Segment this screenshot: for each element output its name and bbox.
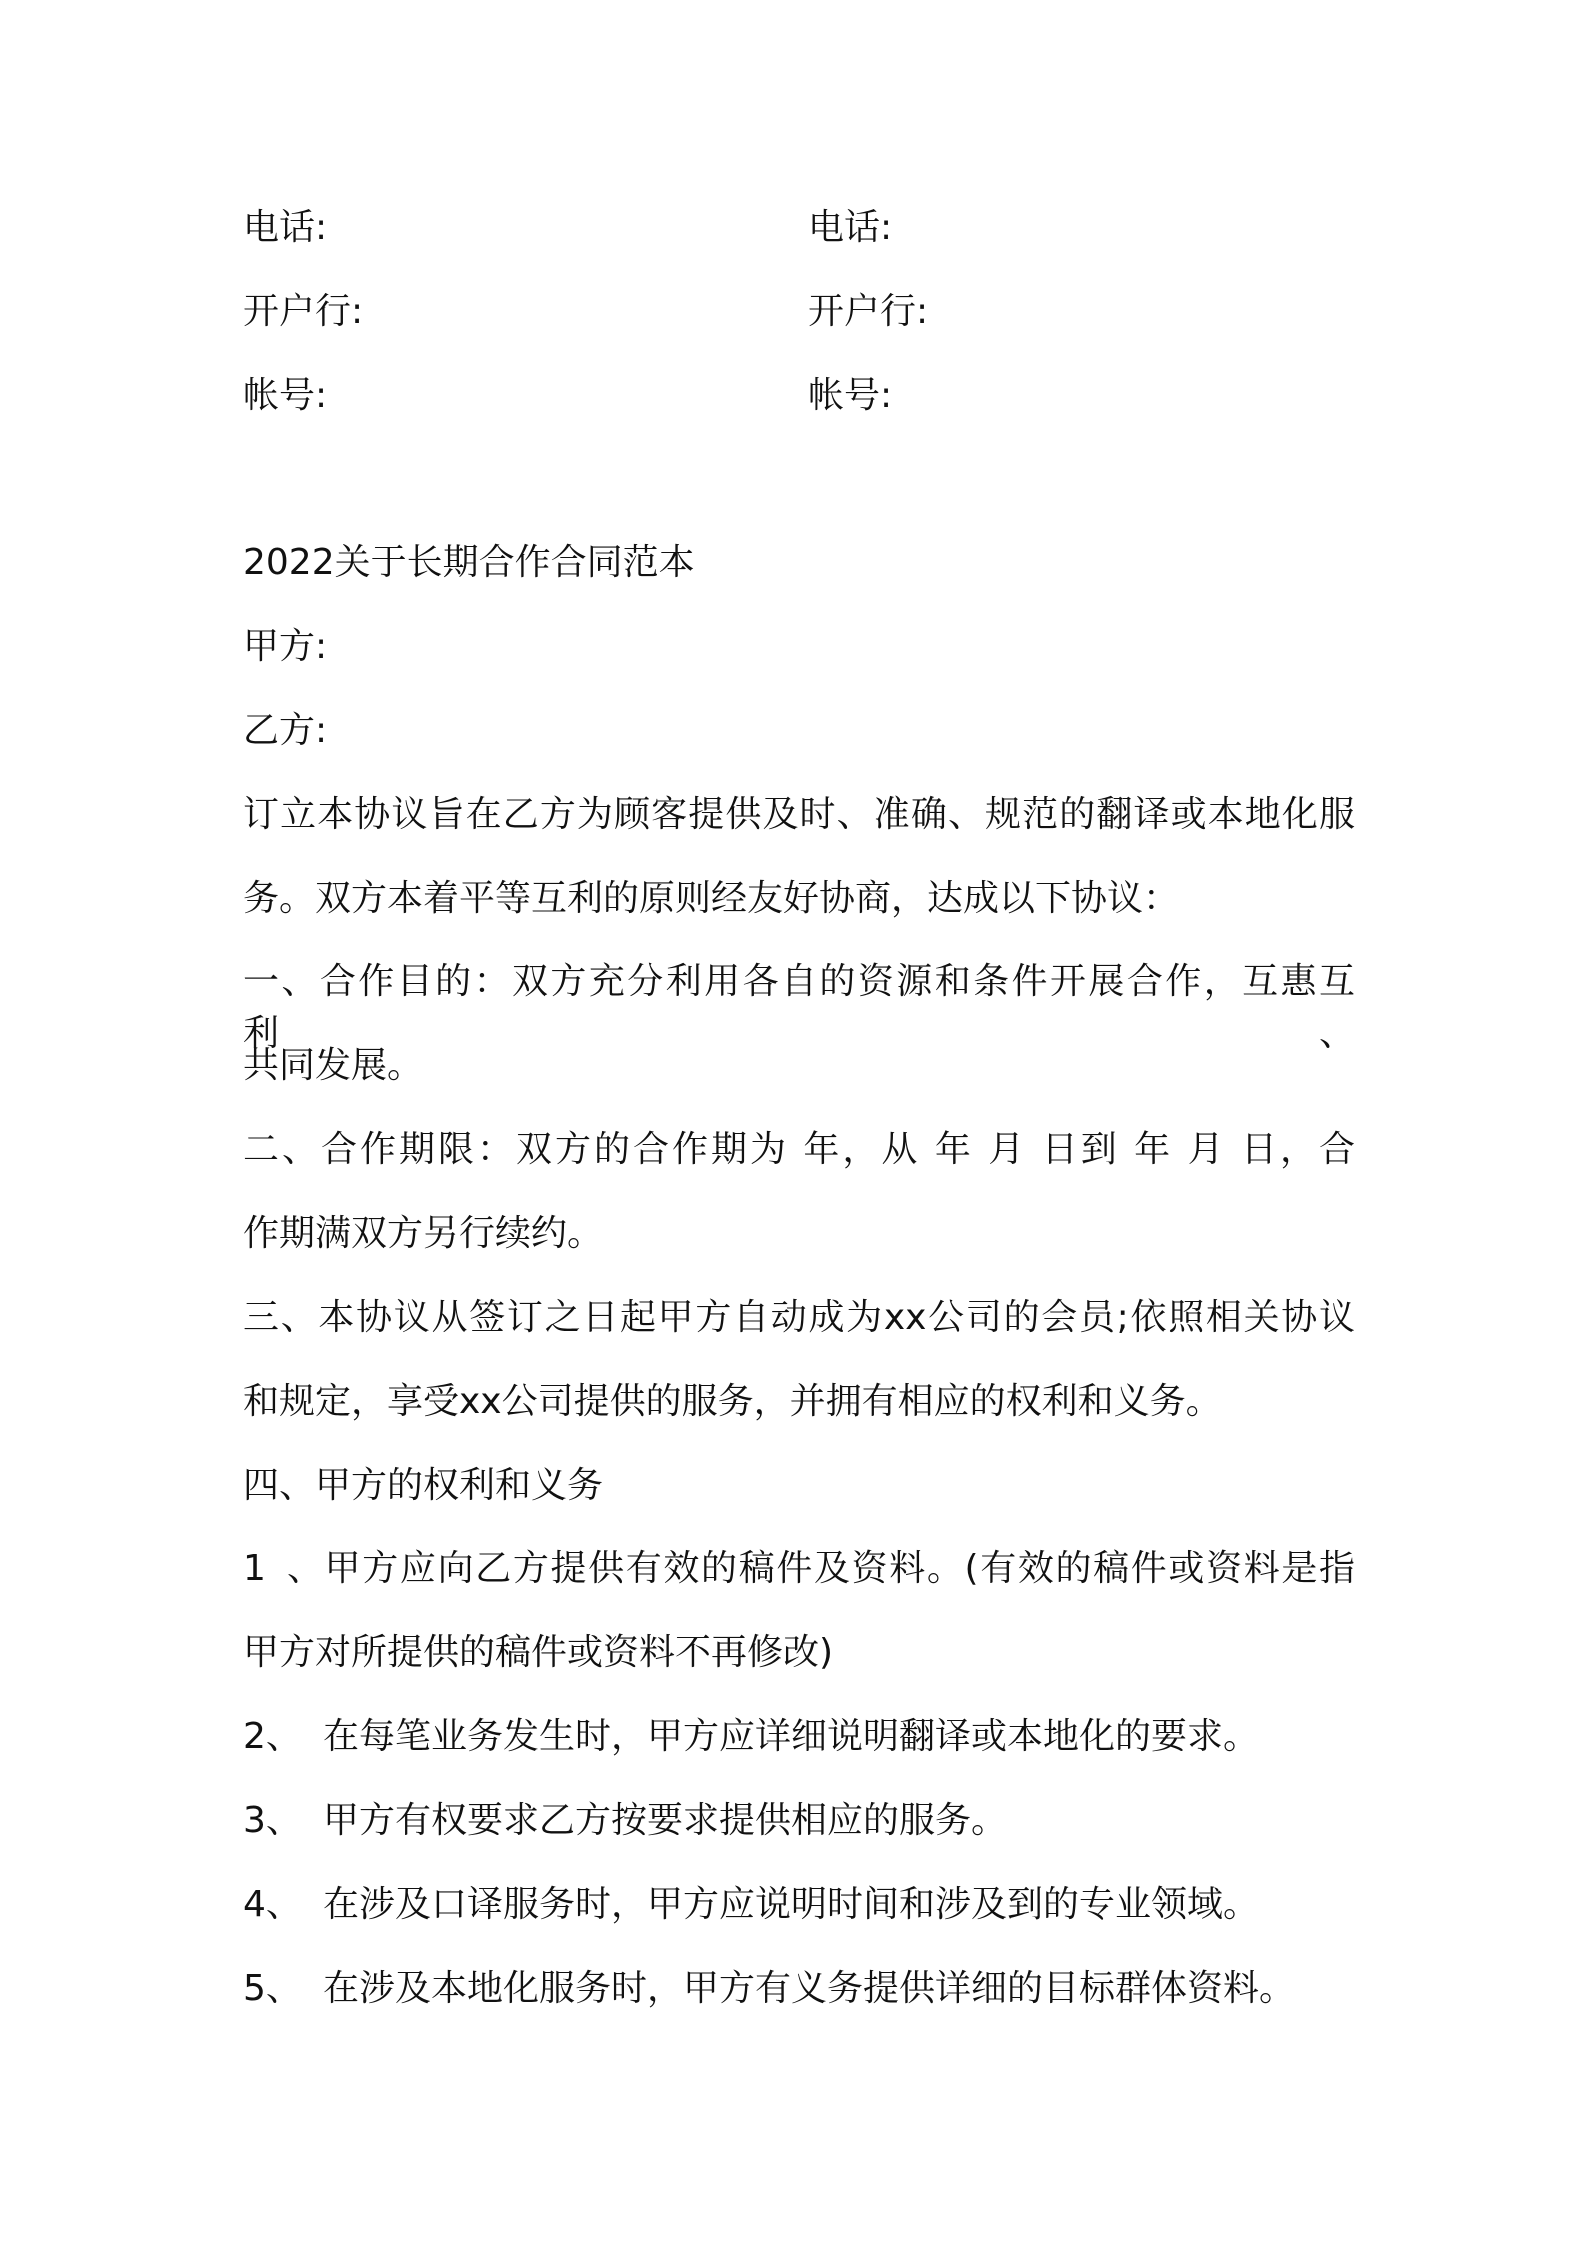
- list-item-text: 甲方有权要求乙方按要求提供相应的服务。: [323, 1800, 1008, 1841]
- clause-3-line-2: 和规定，享受xx公司提供的服务，并拥有相应的权利和义务。: [243, 1381, 1222, 1422]
- list-item: [243, 1963, 1295, 2015]
- party-b-label: 乙方:: [243, 710, 328, 751]
- clause-1-line-2: 共同发展。: [243, 1045, 424, 1086]
- list-item-number: 4、: [243, 1884, 302, 1925]
- list-item: [243, 1879, 1259, 1931]
- clause-3-line-1: 三、本协议从签订之日起甲方自动成为xx公司的会员;依照相关协议: [243, 1297, 1355, 1338]
- list-item-text: 在涉及本地化服务时，甲方有义务提供详细的目标群体资料。: [323, 1968, 1296, 2009]
- party-b-phone-label: 电话:: [808, 207, 893, 248]
- clause-1-line-1: 一、合作目的：双方充分利用各自的资源和条件开展合作，互惠互利、: [243, 961, 1355, 1054]
- clause-2-line-2: 作期满双方另行续约。: [243, 1213, 604, 1254]
- list-item-text: 在涉及口译服务时，甲方应说明时间和涉及到的专业领域。: [323, 1884, 1260, 1925]
- clause-2-line-1: 二、合作期限：双方的合作期为 年，从 年 月 日到 年 月 日，合: [243, 1129, 1355, 1170]
- list-item-continuation: 甲方对所提供的稿件或资料不再修改): [243, 1632, 834, 1673]
- list-item-number: 5、: [243, 1968, 302, 2009]
- intro-line-1: 订立本协议旨在乙方为顾客提供及时、准确、规范的翻译或本地化服: [243, 794, 1355, 835]
- list-item-number: 2、: [243, 1716, 302, 1757]
- list-item-number: 3、: [243, 1800, 302, 1841]
- party-a-bank-label: 开户行:: [243, 291, 364, 332]
- list-item: [243, 1543, 1355, 1595]
- list-item-text: 在每笔业务发生时，甲方应详细说明翻译或本地化的要求。: [323, 1716, 1260, 1757]
- clause-4-heading: 四、甲方的权利和义务: [243, 1465, 604, 1506]
- party-a-account-label: 帐号:: [243, 375, 328, 416]
- contract-title: 2022关于长期合作合同范本: [243, 542, 695, 583]
- intro-line-2: 务。双方本着平等互利的原则经友好协商，达成以下协议：: [243, 878, 1180, 919]
- party-b-account-label: 帐号:: [808, 375, 893, 416]
- list-item-number: 1、: [243, 1548, 323, 1589]
- list-item: [243, 1711, 1259, 1763]
- party-a-label: 甲方:: [243, 626, 328, 667]
- party-a-phone-label: 电话:: [243, 207, 328, 248]
- list-item: [243, 1795, 1007, 1847]
- list-item-text: 甲方应向乙方提供有效的稿件及资料。(有效的稿件或资料是指: [323, 1548, 1355, 1589]
- party-b-bank-label: 开户行:: [808, 291, 929, 332]
